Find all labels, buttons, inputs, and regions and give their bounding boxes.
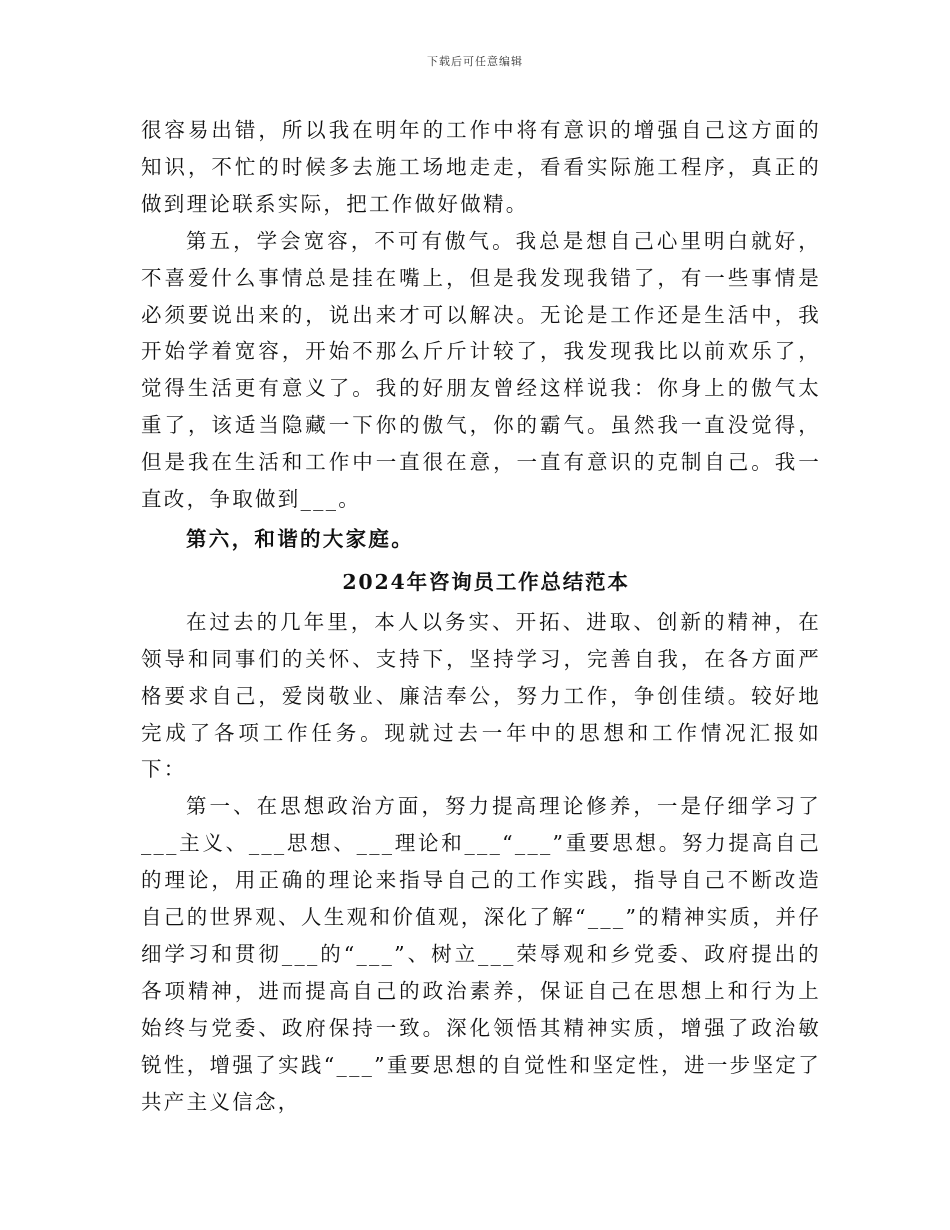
paragraph-intro: 在过去的几年里，本人以务实、开拓、进取、创新的精神，在领导和同事们的关怀、支持下，坚持学习，完善自我，在各方面严格要求自己，爱岗敬业、廉洁奉公，努力工作，争创佳绩。较好地完成了各项工作任务。现就过去一年中的思想和工作情况汇报如下： <box>141 609 821 782</box>
paragraph-sixth-heading: 第六，和谐的大家庭。 <box>186 526 414 551</box>
page-header: 下载后可任意编辑 <box>427 55 523 68</box>
paragraph-continuation: 很容易出错，所以我在明年的工作中将有意识的增强自己这方面的知识，不忙的时候多去施工场地走走，看看实际施工程序，真正的做到理论联系实际，把工作做好做精。 <box>141 118 821 216</box>
paragraph-fifth: 第五，学会宽容，不可有傲气。我总是想自己心里明白就好，不喜爱什么事情总是挂在嘴上，但是我发现我错了，有一些事情是必须要说出来的，说出来才可以解决。无论是工作还是生活中，我开始学着宽容，开始不那么斤斤计较了，我发现我比以前欢乐了，觉得生活更有意义了。我的好朋友曾经这样说我：你身上的傲气太重了，该适当隐藏一下你的傲气，你的霸气。虽然我一直没觉得，但是我在生活和工作中一直很在意，一直有意识的克制自己。我一直改，争取做到___。 <box>141 228 821 512</box>
document-body <box>141 112 821 1120</box>
document-title: 2024年咨询员工作总结范本 <box>342 569 630 594</box>
paragraph-first: 第一、在思想政治方面，努力提高理论修养，一是仔细学习了___主义、___思想、___理论和___“___”重要思想。努力提高自己的理论，用正确的理论来指导自己的工作实践，指导自己不断改造自己的世界观、人生观和价值观，深化了解“___”的精神实质，并仔细学习和贯彻___的“___”、树立___荣辱观和乡党委、政府提出的各项精神，进而提高自己的政治素养，保证自己在思想上和行为上始终与党委、政府保持一致。深化领悟其精神实质，增强了政治敏锐性，增强了实践“___”重要思想的自觉性和坚定性，进一步坚定了共产主义信念， <box>141 794 821 1114</box>
